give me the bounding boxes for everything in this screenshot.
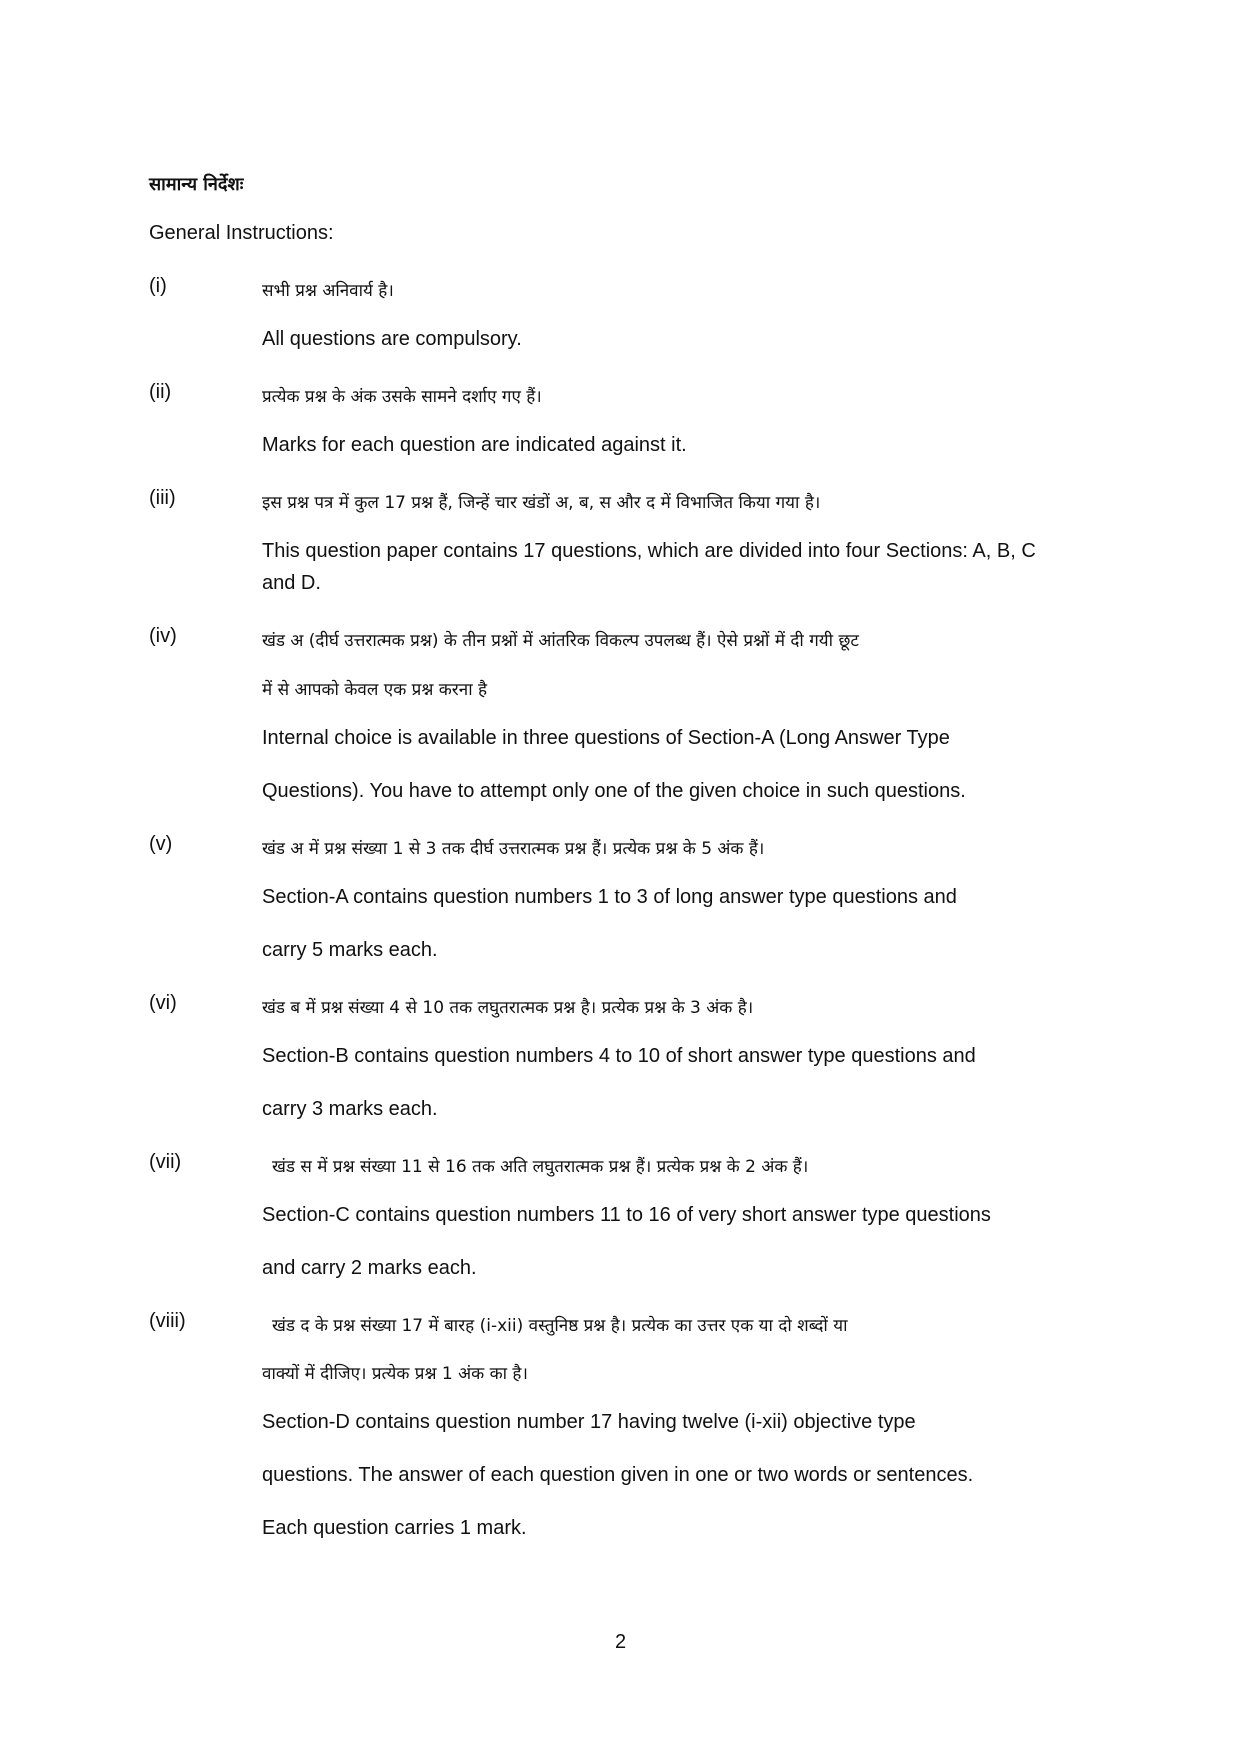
item-english-text: Internal choice is available in three questions of Section-A (Long Answer Type <box>262 727 950 749</box>
item-english-text: Section-C contains question numbers 11 to 16 of very short answer type questions <box>262 1204 991 1226</box>
item-english-text: This question paper contains 17 questions, which are divided into four Sections: A, B, C <box>262 540 1036 562</box>
item-hindi-text: खंड ब में प्रश्न संख्या 4 से 10 तक लघुतरात्मक प्रश्न है। प्रत्येक प्रश्न के 3 अंक है। <box>262 998 754 1018</box>
item-english-text: questions. The answer of each question given in one or two words or sentences. <box>262 1464 974 1486</box>
item-english-text: Each question carries 1 mark. <box>262 1517 527 1539</box>
item-number: (iv) <box>149 625 177 647</box>
heading-english: General Instructions: <box>149 222 334 244</box>
item-hindi-text: में से आपको केवल एक प्रश्न करना है <box>262 680 488 700</box>
item-english-text: and carry 2 marks each. <box>262 1257 477 1279</box>
item-number: (i) <box>149 275 167 297</box>
item-number: (vi) <box>149 992 177 1014</box>
page-number: 2 <box>614 1631 627 1653</box>
item-number: (ii) <box>149 381 172 403</box>
item-number: (iii) <box>149 487 176 509</box>
item-hindi-text: खंड द के प्रश्न संख्या 17 में बारह (i-xii) वस्तुनिष्ठ प्रश्न है। प्रत्येक का उत्तर एक या दो शब्दों या <box>272 1316 848 1336</box>
item-number: (vii) <box>149 1151 182 1173</box>
heading-hindi: सामान्य निर्देशः <box>149 174 244 195</box>
item-hindi-text: इस प्रश्न पत्र में कुल 17 प्रश्न हैं, जिन्हें चार खंडों अ, ब, स और द में विभाजित किया गया है। <box>262 493 821 513</box>
item-hindi-text: खंड स में प्रश्न संख्या 11 से 16 तक अति लघुतरात्मक प्रश्न हैं। प्रत्येक प्रश्न के 2 अंक हैं। <box>272 1157 809 1177</box>
item-english-text: Section-B contains question numbers 4 to 10 of short answer type questions and <box>262 1045 976 1067</box>
item-english-text: Section-A contains question numbers 1 to 3 of long answer type questions and <box>262 886 957 908</box>
item-english-text: and D. <box>262 572 321 594</box>
item-english-text: Section-D contains question number 17 having twelve (i-xii) objective type <box>262 1411 916 1433</box>
item-number: (viii) <box>149 1310 186 1332</box>
item-english-text: All questions are compulsory. <box>262 328 522 350</box>
item-english-text: carry 3 marks each. <box>262 1098 438 1120</box>
item-hindi-text: वाक्यों में दीजिए। प्रत्येक प्रश्न 1 अंक का है। <box>262 1364 528 1384</box>
item-hindi-text: सभी प्रश्न अनिवार्य है। <box>262 281 394 301</box>
item-number: (v) <box>149 833 173 855</box>
item-english-text: Questions). You have to attempt only one of the given choice in such questions. <box>262 780 966 802</box>
item-hindi-text: प्रत्येक प्रश्न के अंक उसके सामने दर्शाए गए हैं। <box>262 387 542 407</box>
item-english-text: carry 5 marks each. <box>262 939 438 961</box>
item-hindi-text: खंड अ (दीर्घ उत्तरात्मक प्रश्न) के तीन प्रश्नों में आंतरिक विकल्प उपलब्ध हैं। ऐसे प्रश्नों में दी गयी छूट <box>262 631 859 651</box>
item-hindi-text: खंड अ में प्रश्न संख्या 1 से 3 तक दीर्घ उत्तरात्मक प्रश्न हैं। प्रत्येक प्रश्न के 5 अंक हैं। <box>262 839 765 859</box>
item-english-text: Marks for each question are indicated against it. <box>262 434 687 456</box>
